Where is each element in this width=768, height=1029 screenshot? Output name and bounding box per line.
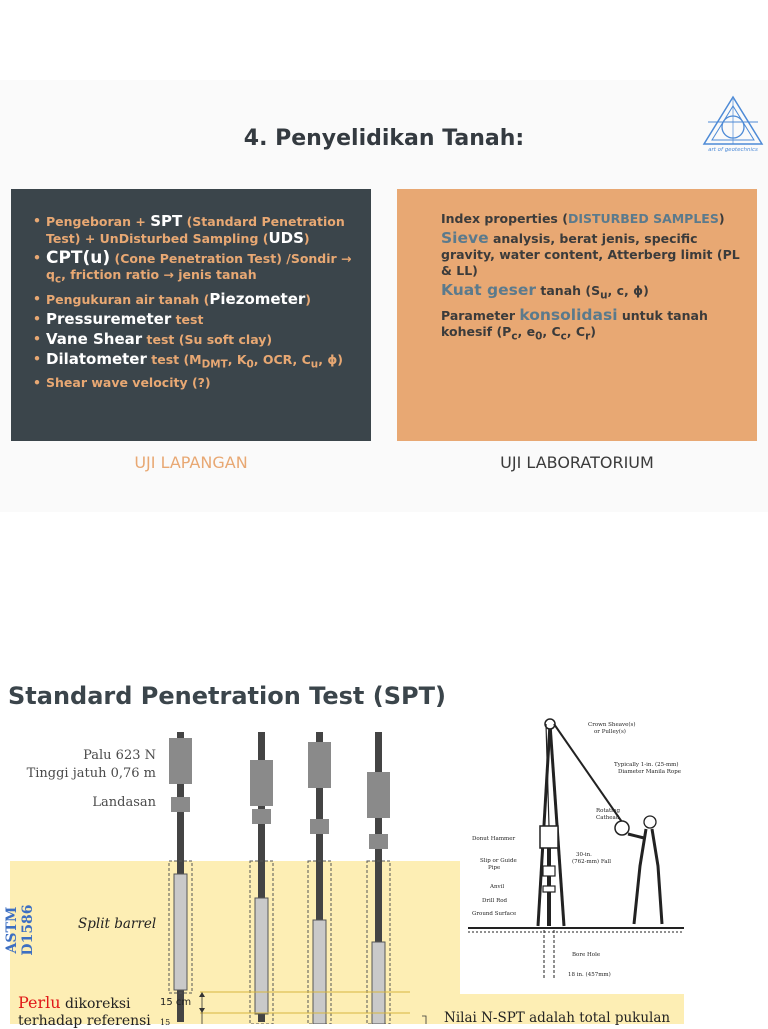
svg-text:18 in. (457mm): 18 in. (457mm) xyxy=(568,972,611,978)
svg-text:Slip or Guide: Slip or Guide xyxy=(480,858,517,864)
anvil xyxy=(310,819,329,834)
lab-line-sieve: Sieve analysis, berat jenis, specific gravity, water content, Atterberg limit (PL & LL) xyxy=(441,229,740,278)
list-item: • Pengukuran air tanah (Piezometer) xyxy=(33,291,365,308)
lab-line-shear: Kuat geser tanah ($S_u$, c, ϕ) xyxy=(441,281,649,302)
svg-text:Rotating: Rotating xyxy=(596,808,620,814)
slide-title: 4. Penyelidikan Tanah: xyxy=(243,126,525,151)
svg-text:Bore Hole: Bore Hole xyxy=(572,952,601,958)
hammer xyxy=(367,772,390,818)
hammer xyxy=(250,760,273,806)
slide-spt xyxy=(0,664,768,1029)
field-tests-caption: UJI LAPANGAN xyxy=(134,453,248,472)
split-barrel xyxy=(372,942,385,1024)
svg-text:30-in.: 30-in. xyxy=(576,852,592,858)
drop-height-label: Tinggi jatuh 0,76 m xyxy=(26,766,156,781)
hammer xyxy=(169,738,192,784)
list-item: • CPT(u) (Cone Penetration Test) /Sondir → $q_c$, friction ratio → jenis tanah xyxy=(33,250,365,288)
anvil-label: Landasan xyxy=(92,795,156,810)
triangle-logo-icon xyxy=(700,94,766,152)
svg-text:Cathead: Cathead xyxy=(596,815,620,821)
split-barrel xyxy=(255,898,268,1014)
list-item: • Pressuremeter test xyxy=(33,311,365,328)
depth-label-next: 15 xyxy=(160,1018,171,1027)
nspt-note: Nilai N-SPT adalah total pukulan xyxy=(444,1010,671,1026)
split-barrel-label: Split barrel xyxy=(78,916,157,932)
svg-text:Anvil: Anvil xyxy=(490,884,505,890)
anvil xyxy=(369,834,388,849)
list-item: • Shear wave velocity (?) xyxy=(33,375,365,391)
svg-text:or Pulley(s): or Pulley(s) xyxy=(594,729,626,735)
lab-tests-panel xyxy=(397,189,757,441)
lab-line-index: Index properties (DISTURBED SAMPLES) xyxy=(441,211,725,226)
depth-label-15cm: 15 cm xyxy=(160,997,192,1008)
list-item: • Pengeboran + SPT (Standard Penetration Test) + UnDisturbed Sampling (UDS) xyxy=(33,213,365,247)
svg-text:Pipe: Pipe xyxy=(488,865,501,871)
split-barrel xyxy=(174,874,187,990)
list-item: • Dilatometer test ($M_{DMT}$, $K_0$, OCR, $C_u$, ϕ) xyxy=(33,351,365,373)
bracket-icon xyxy=(420,1014,430,1024)
slide-title: Standard Penetration Test (SPT) xyxy=(8,682,446,710)
svg-text:Typically 1-in. (25-mm): Typically 1-in. (25-mm) xyxy=(614,762,679,768)
hammer xyxy=(308,742,331,788)
correction-note: Perlu dikoreksi xyxy=(18,993,131,1012)
anvil xyxy=(252,809,271,824)
correction-note-line2: terhadap referensi xyxy=(18,1013,151,1029)
lab-tests-caption: UJI LABORATORIUM xyxy=(500,453,654,472)
field-tests-panel xyxy=(11,189,371,441)
slide-soil-investigation xyxy=(0,80,768,512)
svg-text:Donut Hammer: Donut Hammer xyxy=(472,836,516,842)
drill-rig-illustration xyxy=(468,716,684,992)
svg-text:Ground Surface: Ground Surface xyxy=(472,911,517,917)
hammer-weight-label: Palu 623 N xyxy=(83,748,156,763)
svg-text:Diameter Manila Rope: Diameter Manila Rope xyxy=(618,769,681,775)
lab-line-consolidation: Parameter konsolidasi untuk tanah kohesif ($P_c$, $e_0$, $C_c$, $C_r$) xyxy=(441,305,708,342)
list-item: • Vane Shear test (Su soft clay) xyxy=(33,331,365,348)
svg-text:(762-mm) Fall: (762-mm) Fall xyxy=(572,859,612,865)
field-tests-list xyxy=(33,213,365,394)
svg-text:Crown Sheave(s): Crown Sheave(s) xyxy=(588,722,636,728)
svg-text:Drill Rod: Drill Rod xyxy=(482,898,508,904)
anvil xyxy=(171,797,190,812)
spt-stages-diagram xyxy=(160,730,420,1024)
lab-tests-text xyxy=(441,211,741,347)
logo-text: art of geotechnics xyxy=(708,147,758,152)
arrow-head-icon xyxy=(199,1008,205,1013)
split-barrel xyxy=(313,920,326,1024)
astm-label: ASTM D1586 xyxy=(4,904,36,956)
arrow-head-icon xyxy=(199,992,205,997)
